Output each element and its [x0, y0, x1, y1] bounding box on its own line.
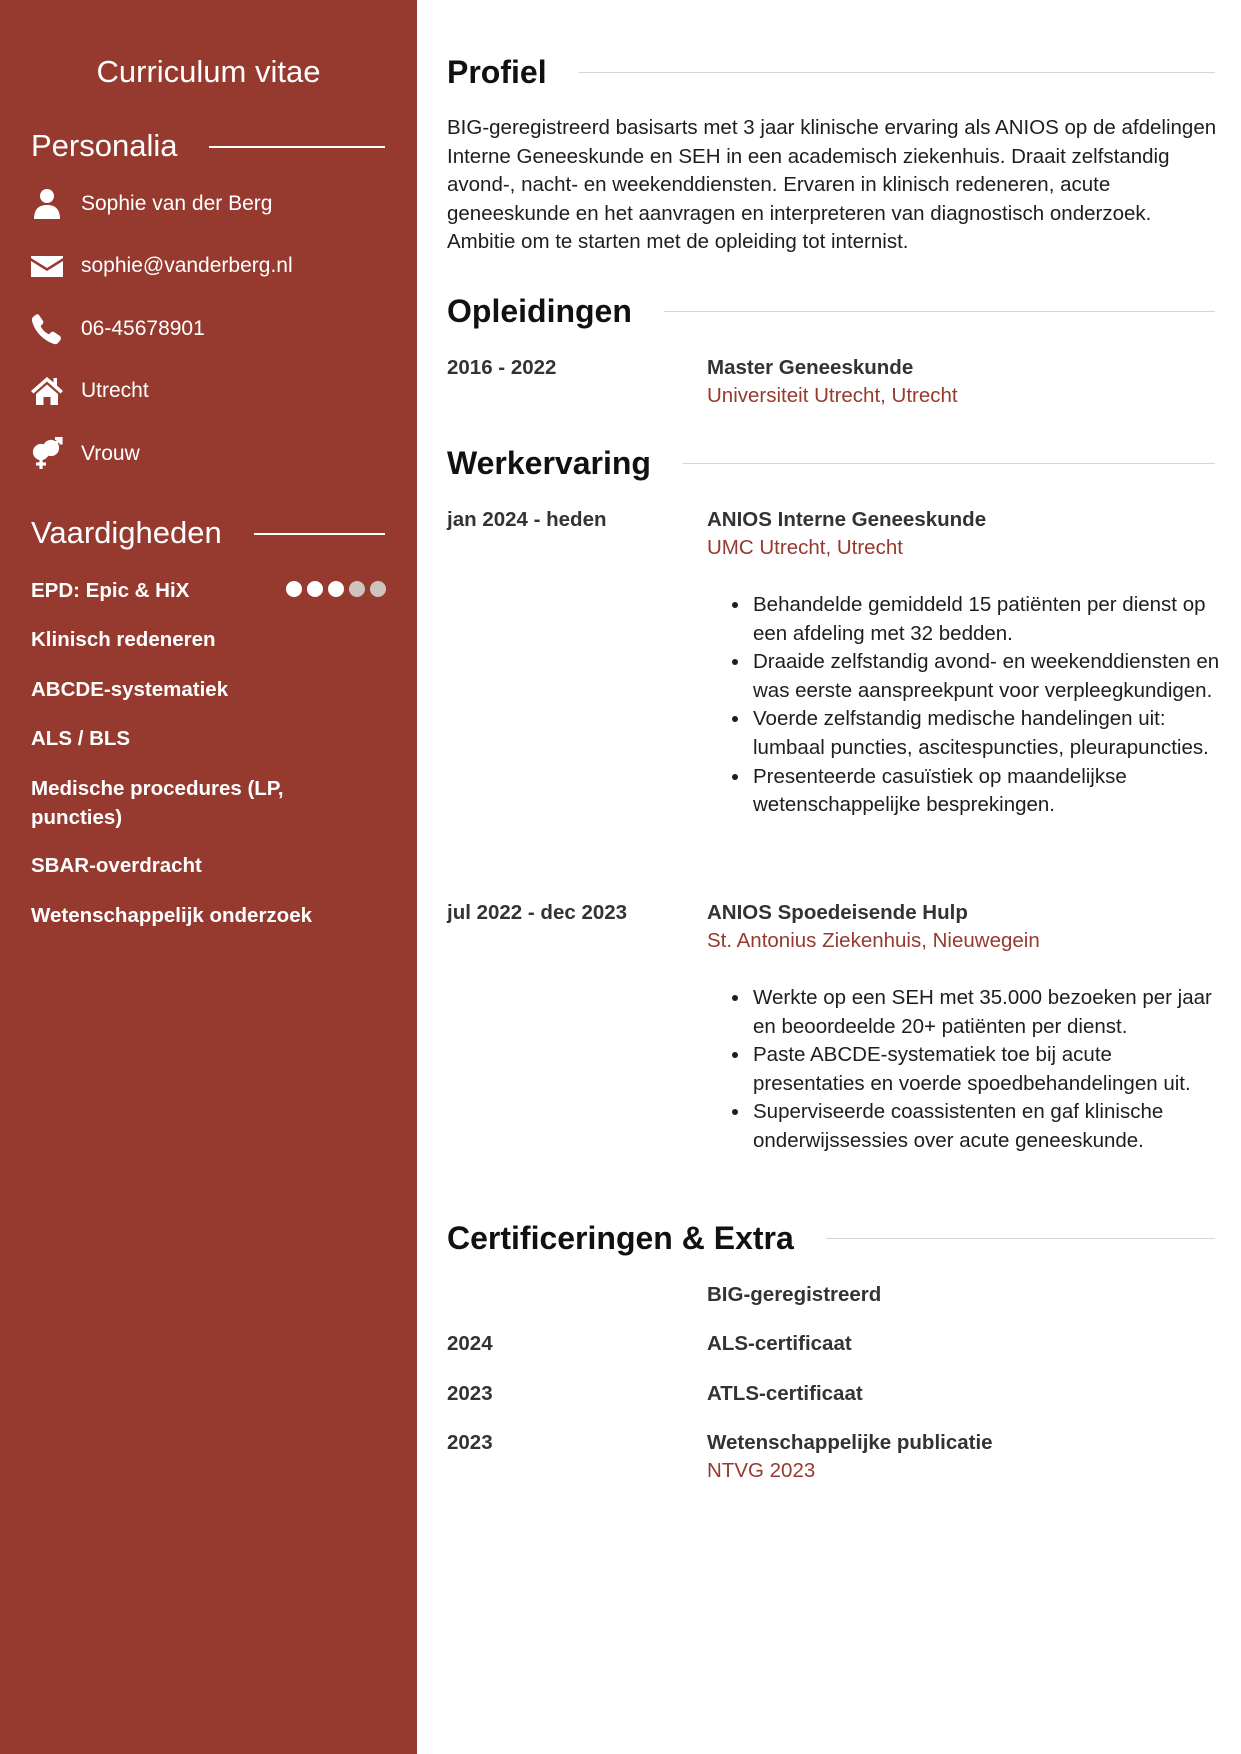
experience-entry — [707, 506, 1207, 562]
contact-email[interactable] — [30, 248, 390, 284]
experience-heading — [447, 443, 1215, 483]
certification-title: ATLS-certificaat — [707, 1382, 863, 1405]
section-divider — [683, 463, 1215, 464]
cv-title: Curriculum vitae — [96, 54, 321, 89]
contact-location-text: Utrecht — [81, 379, 149, 402]
education-heading-label: Opleidingen — [447, 293, 632, 329]
contact-phone-text[interactable]: 06-45678901 — [81, 317, 205, 340]
skill-item: EPD: Epic & HiX — [31, 579, 190, 602]
home-icon — [30, 374, 64, 408]
skill-item: ABCDE-systematiek — [31, 678, 229, 701]
certifications-heading-label: Certificeringen & Extra — [447, 1220, 794, 1256]
contact-location — [30, 373, 390, 409]
certification-title: Wetenschappelijke publicatie — [707, 1431, 993, 1454]
certifications-heading — [447, 1218, 1215, 1258]
education-institution: Universiteit Utrecht, Utrecht — [707, 384, 958, 407]
profile-heading-label: Profiel — [447, 54, 547, 90]
section-divider — [826, 1238, 1215, 1239]
experience-bullets — [731, 984, 1227, 1156]
education-date: 2016 - 2022 — [447, 356, 557, 379]
bullet-item: • Superviseerde coassistenten en gaf klinische onderwijssessies over acute geneeskunde. — [751, 1098, 1227, 1155]
education-entry — [707, 354, 1207, 410]
certification-date: 2024 — [447, 1332, 493, 1355]
education-title: Master Geneeskunde — [707, 356, 914, 379]
certification-date: 2023 — [447, 1431, 493, 1454]
employer: St. Antonius Ziekenhuis, Nieuwegein — [707, 929, 1040, 952]
certification-entry — [707, 1429, 1207, 1485]
contact-name-text: Sophie van der Berg — [81, 192, 273, 215]
education-heading — [447, 291, 1215, 331]
rating-dot-empty — [370, 581, 386, 597]
experience-bullets — [731, 591, 1227, 820]
profile-text: BIG-geregistreerd basisarts met 3 jaar klinische ervaring als ANIOS op de afdelingen Interne Geneeskunde en SEH in een academisch ziekenhuis. Draait zelfstandig avond-, nacht- en weekenddiensten. Ervaren in klinisch redeneren, acute geneeskunde en het aanvragen en interpreteren van diagnostisch onderzoek. Ambitie om te starten met de opleiding tot internist. — [447, 116, 1217, 254]
skills-heading-label: Vaardigheden — [31, 515, 222, 550]
rating-dot-filled — [307, 581, 323, 597]
contact-gender-text: Vrouw — [81, 442, 140, 465]
gender-icon — [30, 437, 64, 471]
certification-entry — [707, 1380, 1207, 1408]
rating-dot-filled — [286, 581, 302, 597]
personalia-heading — [31, 126, 385, 166]
skill-item: SBAR-overdracht — [31, 854, 202, 877]
bullet-item: • Werkte op een SEH met 35.000 bezoeken per jaar en beoordeelde 20+ patiënten per dienst. — [751, 984, 1227, 1041]
contact-name — [30, 186, 390, 222]
heading-divider — [254, 533, 385, 535]
rating-dot-filled — [328, 581, 344, 597]
certification-entry — [707, 1330, 1207, 1358]
section-divider — [664, 311, 1215, 312]
contact-phone[interactable] — [30, 311, 390, 347]
rating-dot-empty — [349, 581, 365, 597]
experience-entry — [707, 899, 1207, 955]
certification-title: ALS-certificaat — [707, 1332, 852, 1355]
experience-date: jul 2022 - dec 2023 — [447, 901, 628, 924]
skill-rating — [286, 581, 391, 597]
bullet-item: • Presenteerde casuïstiek op maandelijkse wetenschappelijke besprekingen. — [751, 763, 1227, 820]
skills-heading — [31, 513, 385, 553]
certification-title: BIG-geregistreerd — [707, 1283, 882, 1306]
employer: UMC Utrecht, Utrecht — [707, 536, 903, 559]
certification-entry — [707, 1281, 1207, 1309]
main-content — [417, 0, 1241, 1754]
experience-date: jan 2024 - heden — [447, 508, 607, 531]
bullet-item: • Paste ABCDE-systematiek toe bij acute presentaties en voerde spoedbehandelingen uit. — [751, 1041, 1227, 1098]
skill-item: Medische procedures (LP, puncties) — [31, 777, 284, 829]
job-title: ANIOS Interne Geneeskunde — [707, 508, 987, 531]
envelope-icon — [30, 249, 64, 283]
section-divider — [579, 72, 1215, 73]
person-icon — [30, 187, 64, 221]
certification-date: 2023 — [447, 1382, 493, 1405]
phone-icon — [30, 312, 64, 346]
skill-item: ALS / BLS — [31, 727, 131, 750]
skill-item: Klinisch redeneren — [31, 628, 216, 651]
experience-heading-label: Werkervaring — [447, 445, 651, 481]
contact-gender — [30, 436, 390, 472]
skill-item: Wetenschappelijk onderzoek — [31, 904, 313, 927]
bullet-item: • Voerde zelfstandig medische handelingen uit: lumbaal puncties, ascitespuncties, pleurapuncties. — [751, 705, 1227, 762]
profile-heading — [447, 52, 1215, 92]
bullet-item: • Behandelde gemiddeld 15 patiënten per dienst op een afdeling met 32 bedden. — [751, 591, 1227, 648]
sidebar — [0, 0, 417, 1754]
contact-email-text[interactable]: sophie@vanderberg.nl — [81, 254, 293, 277]
job-title: ANIOS Spoedeisende Hulp — [707, 901, 968, 924]
heading-divider — [209, 146, 385, 148]
bullet-item: • Draaide zelfstandig avond- en weekenddiensten en was eerste aanspreekpunt voor verpleegkundigen. — [751, 648, 1227, 705]
certification-detail: NTVG 2023 — [707, 1459, 816, 1482]
personalia-heading-label: Personalia — [31, 128, 178, 163]
